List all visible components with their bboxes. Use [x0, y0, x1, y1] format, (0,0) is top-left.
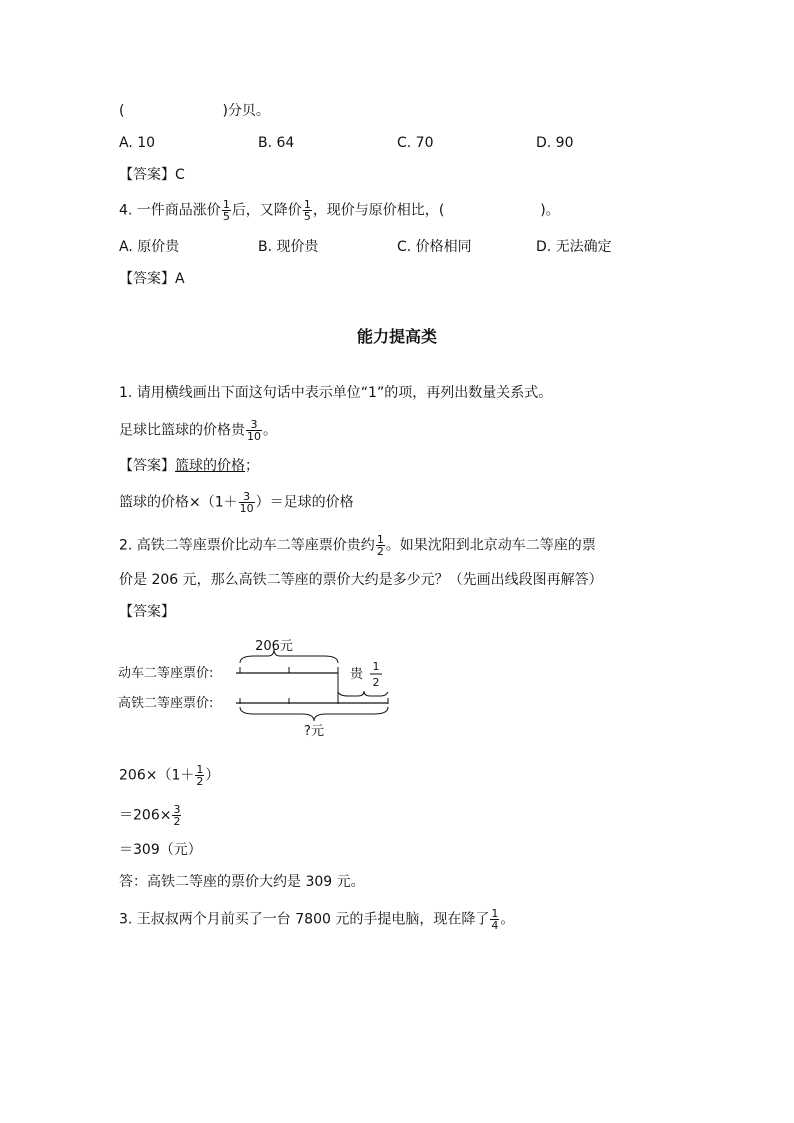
p1-sentence: [119, 419, 277, 442]
p2-question-line-2: 价是 206 元，那么高铁二等座的票价大约是多少元？（先画出线段图再解答）: [119, 572, 603, 588]
p3-question-lead: 3. 王叔叔两个月前买了一台 7800 元的手提电脑，现在降了: [119, 911, 490, 928]
q4-option-a: A. 原价贵: [119, 239, 180, 255]
q4-lead: 4. 一件商品涨价: [119, 202, 221, 219]
fraction-denominator: 2: [173, 815, 181, 828]
diagram-more-brace: [338, 691, 388, 696]
q4-option-d: D. 无法确定: [536, 239, 612, 255]
q4-option-c: C. 价格相同: [397, 239, 472, 255]
fraction-numerator: 1: [303, 198, 311, 211]
p1-relation-lead: 篮球的价格×（1＋: [119, 494, 238, 511]
p1-answer-underlined: 篮球的价格: [175, 458, 245, 474]
p2-calc-2: [119, 804, 182, 827]
p2-calc-1: [119, 764, 219, 787]
p2-fraction: [376, 534, 385, 557]
fraction-numerator: 3: [173, 803, 181, 816]
section-title: 能力提高类: [356, 327, 437, 346]
q4-answer: 【答案】A: [119, 271, 185, 287]
fraction-numerator: 1: [376, 533, 384, 546]
fraction-denominator: 5: [222, 210, 230, 223]
diagram-bottom-label: ?元: [304, 724, 324, 739]
q4-stem: [119, 199, 560, 222]
fraction-denominator: 10: [239, 502, 254, 515]
p2-calc-2-fraction: [172, 804, 181, 827]
diagram-row2-label: 高铁二等座票价:: [118, 696, 214, 711]
p1-relation-tail: ）＝足球的价格: [255, 494, 354, 511]
p1-answer-label: 【答案】: [119, 458, 175, 474]
p3-question: [119, 908, 514, 931]
q4-fraction-1: [222, 199, 231, 222]
p2-calc-1-tail: ）: [205, 767, 220, 784]
fraction-numerator: 1: [196, 763, 204, 776]
p3-question-tail: 。: [500, 911, 515, 928]
line-segment-diagram: [118, 632, 418, 742]
p1-answer-tail: ；: [245, 458, 259, 474]
fraction-numerator: 3: [243, 490, 251, 503]
p2-calc-2-lead: ＝206×: [119, 807, 172, 824]
fraction-numerator: 1: [491, 907, 499, 920]
diagram-top-label: 206元: [255, 639, 293, 654]
p1-question: 1. 请用横线画出下面这句话中表示单位“1”的项，再列出数量关系式。: [119, 385, 553, 401]
q3-option-b: B. 64: [258, 135, 295, 151]
fraction-denominator: 10: [247, 430, 261, 443]
diagram-more-denominator: 2: [372, 676, 380, 689]
q4-paren-open: (: [438, 202, 445, 219]
q3-option-d: D. 90: [536, 135, 574, 151]
p2-answer-label: 【答案】: [119, 604, 175, 620]
p1-relation: [119, 491, 354, 514]
q4-paren-close: )。: [540, 202, 560, 219]
q4-option-b: B. 现价贵: [258, 239, 319, 255]
p1-sentence-lead: 足球比篮球的价格贵: [119, 422, 245, 439]
fraction-numerator: 3: [250, 418, 258, 431]
q3-answer: 【答案】C: [119, 167, 185, 183]
diagram-bottom-brace: [240, 707, 388, 721]
q3-option-a: A. 10: [119, 135, 156, 151]
fraction-denominator: 5: [303, 210, 311, 223]
q4-mid: 后，又降价: [231, 202, 302, 219]
p1-relation-fraction: [239, 491, 255, 514]
q3-paren-open: (: [119, 103, 125, 119]
q3-paren-close: )分贝。: [222, 103, 270, 119]
q4-tail: ，现价与原价相比，: [312, 202, 439, 219]
fraction-denominator: 4: [491, 919, 499, 932]
p2-question-line-1: [119, 534, 596, 557]
q3-option-c: C. 70: [397, 135, 434, 151]
fraction-denominator: 2: [196, 775, 204, 788]
p2-final-answer: 答：高铁二等座的票价大约是 309 元。: [119, 874, 365, 890]
fraction-numerator: 1: [222, 198, 230, 211]
p1-fraction: [246, 419, 262, 442]
diagram-row1-label: 动车二等座票价:: [118, 666, 214, 681]
fraction-denominator: 2: [376, 545, 384, 558]
p2-question-tail: 。如果沈阳到北京动车二等座的票: [385, 537, 596, 554]
diagram-more-label: 贵: [350, 667, 364, 682]
p2-calc-3: ＝309（元）: [119, 842, 202, 858]
p1-sentence-tail: 。: [263, 422, 277, 439]
p2-calc-1-lead: 206×（1＋: [119, 767, 195, 784]
p2-calc-1-fraction: [195, 764, 204, 787]
diagram-more-numerator: 1: [372, 660, 380, 673]
q4-fraction-2: [303, 199, 312, 222]
p2-question-lead: 2. 高铁二等座票价比动车二等座票价贵约: [119, 537, 375, 554]
q3-stem-tail: [119, 101, 270, 121]
p1-answer: [119, 456, 259, 476]
p3-fraction: [490, 908, 499, 931]
